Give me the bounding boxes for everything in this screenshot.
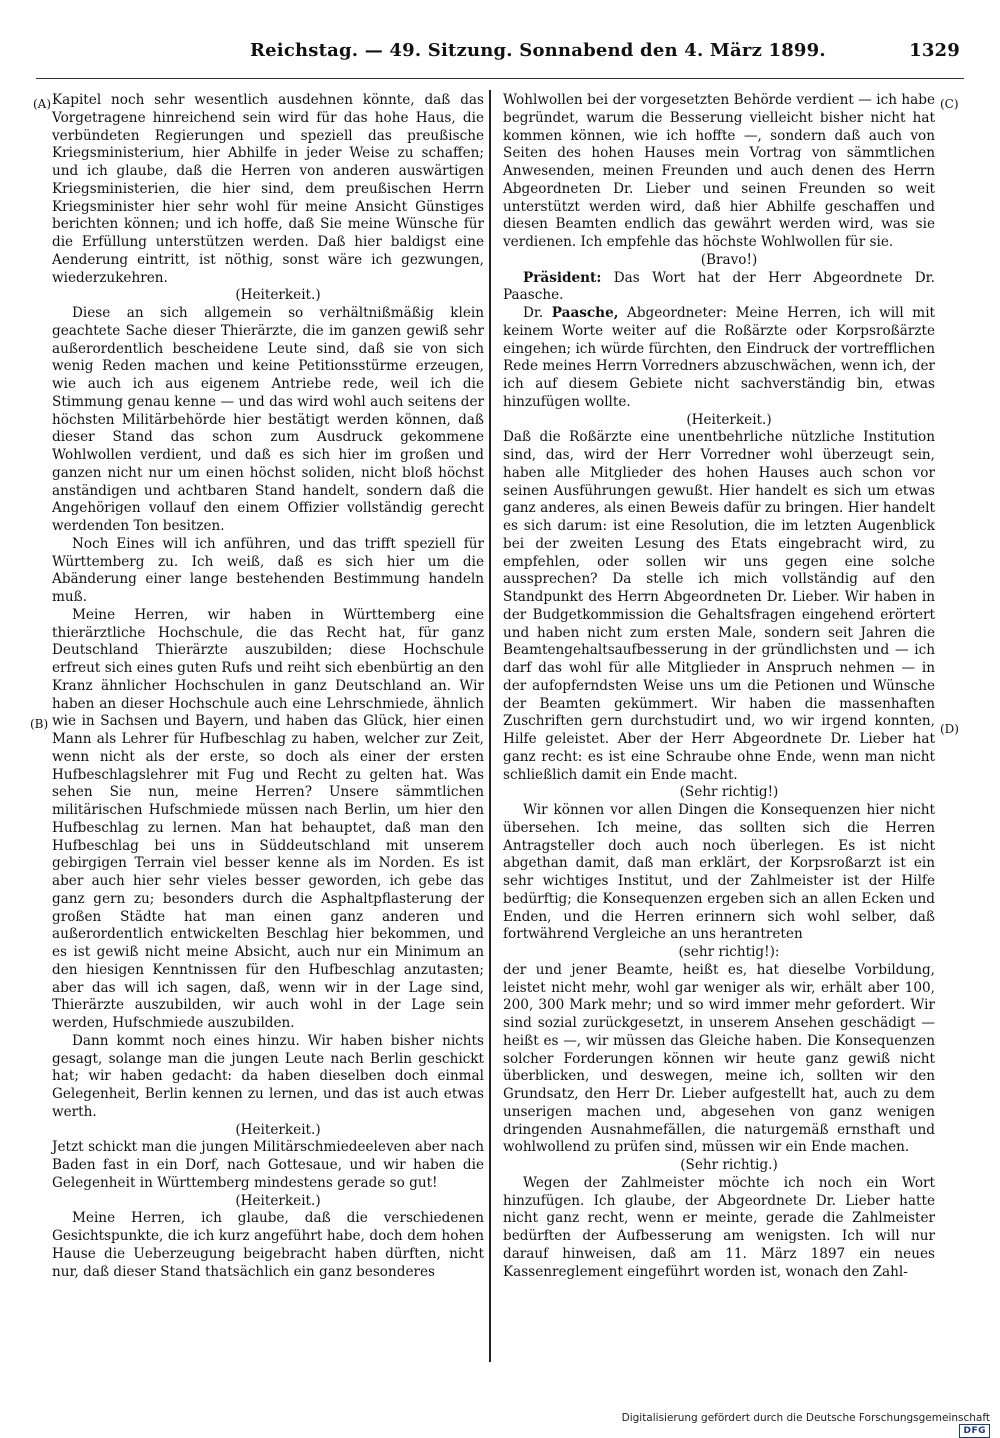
margin-marker-c: (C) [940, 97, 959, 111]
interjection-sehr-richtig-3: (Sehr richtig.) [680, 1157, 778, 1173]
paasche-text: Abgeordneter: Meine Herren, ich will mit keinem Worte weiter auf die Roßärzte oder Korpsroßärzte eingehen; ich würde fürchten, den Eindruck der vortrefflichen Rede meines Herrn Vorredners abzuschwächen, wenn ich, der ich auf diesem Gebiete nicht sachverständig bin, etwas hinzufügen wollte. [503, 305, 936, 410]
dfg-logo-icon: DFG [959, 1424, 990, 1438]
right-paragraph-3: Wir können vor allen Dingen die Konsequenzen hier nicht übersehen. Ich meine, das sollten sich die Herren Antragsteller doch auch noch überlegen. Es ist nicht abgethan damit, daß man erklärt, der Korpsroßarzt ist ein sehr wichtiges Institut, und der Zahlmeister ist der Hilfe bedürftig; die Konsequenzen ergeben sich an allen Ecken und Enden, und die Herren erinnern sich wohl selber, daß fortwährend Vergleiche an uns herantreten [503, 802, 935, 943]
right-paragraph-2: Daß die Roßärzte eine unentbehrliche nützliche Institution sind, das, wird der Herr Vorredner wohl überzeugt sein, haben alle Mitglieder des hohen Hauses auch schon vor seinen Ausführungen gewußt. Hier handelt es sich um etwas ganz anderes, als einen Beweis dafür zu bringen. Hier handelt es sich darum: ist eine Resolution, die im letzten Augenblick bei der zweiten Lesung des Etats eingebracht wird, zu empfehlen, oder sollen wir uns gegen eine solche aussprechen? Da stelle ich mich vollständig auf den Standpunkt des Herrn Abgeordneten Dr. Lieber. Wir haben in der Budgetkommission die Gehaltsfragen eingehend erörtert und haben nicht zum ersten Male, sondern seit Jahren die Beamtengehaltsaufbesserung in der gründlichsten und — ich darf das wohl für alle Mitglieder in Anspruch nehmen — in der aufopferndsten Weise uns um die Petionen und Wünsche der Beamten gekümmert. Wir haben die massenhaften Zuschriften gern durchstudirt und, wo wir irgend konnten, Hilfe geleistet. Aber der Herr Abgeordnete Dr. Lieber hat ganz recht: es ist eine Schraube ohne Ende, wenn man nicht schließlich damit ein Ende macht. [503, 429, 935, 783]
right-column [503, 92, 935, 1281]
interjection-bravo: (Bravo!) [700, 251, 758, 268]
left-paragraph-1: Kapitel noch sehr wesentlich ausdehnen könnte, daß das Vorgetragene hinreichend sein wird für das hohe Haus, die verbündeten Regierungen und speziell das preußische Kriegsministerium, hier Abhilfe in jeder Weise zu schaffen; und ich glaube, daß die Herren von anderen auswärtigen Kriegsministerien, die hier sind, dem preußischen Herrn Kriegsminister hier sehr wohl für meine Ansicht Günstiges berichten können; und ich hoffe, daß Sie meine Wünsche für die Erfüllung unterstützen werden. Daß hier baldigst eine Aenderung eintritt, ist nöthig, sonst wäre ich gezwungen, wiederzukehren. [52, 92, 484, 286]
left-paragraph-7: Meine Herren, ich glaube, daß die verschiedenen Gesichtspunkte, die ich kurz angeführt habe, doch dem hohen Hause die Ueberzeugung beigebracht haben dürften, nicht nur, daß dieser Stand thatsächlich ein ganz besonderes [52, 1210, 484, 1280]
interjection-heiterkeit-1: (Heiterkeit.) [235, 287, 321, 304]
interjection-heiterkeit-4: (Heiterkeit.) [686, 411, 772, 428]
left-paragraph-4: Meine Herren, wir haben in Württemberg eine thierärztliche Hochschule, die das Recht hat, für ganz Deutschland Thierärzte auszubilden; diese Hochschule erfreut sich eines guten Rufs und reiht sich ebenbürtig an den Kranz ähnlicher Hochschulen in ganz Deutschland an. Wir haben an dieser Hochschule auch eine Lehrschmiede, ähnlich wie in Sachsen und Bayern, und haben das Glück, hier einen Mann als Lehrer für Hufbeschlag zu haben, welcher zur Zeit, wenn nicht als der erste, so doch als einer der ersten Hufbeschlagslehrer mit Fug und Recht zu gelten hat. Was sehen Sie nun, meine Herren? Unsere sämmtlichen militärischen Hufschmiede müssen nach Berlin, um hier den Hufbeschlag zu lernen. Man hat behauptet, daß man den Hufbeschlag bei uns in Süddeutschland mit unserem gebirgigen Terrain viel besser kenne als im Norden. Es ist aber auch hier sehr vieles besser geworden, ich gebe das ganz gern zu; besonders durch die Asphaltpflasterung der großen Städte hat man einen ganz anderen und außerordentlich entwickelten Beschlag hier bekommen, und es ist gewiß nicht meine Absicht, auch nur ein Minimum an den hiesigen Kenntnissen für den Hufbeschlag anzutasten; aber das will ich sagen, daß, wenn wir in der Lage sind, Thierärzte auszubilden, wir auch wohl in der Lage sein werden, Hufschmiede auszubilden. [52, 606, 484, 1031]
header-title: Reichstag. — 49. Sitzung. Sonnabend den 4. März 1899. [250, 40, 826, 61]
interjection-sehr-richtig-1: (Sehr richtig!) [679, 784, 779, 801]
footer-text: Digitalisierung gefördert durch die Deutsche Forschungsgemeinschaft [621, 1412, 990, 1424]
margin-marker-b: (B) [30, 717, 49, 731]
digitization-footer [620, 1412, 990, 1436]
interjection-heiterkeit-2: (Heiterkeit.) [235, 1121, 321, 1138]
interjection-heiterkeit-3: (Heiterkeit.) [235, 1192, 321, 1209]
margin-marker-a: (A) [33, 97, 52, 111]
page-header [240, 40, 960, 70]
paasche-title: Dr. [523, 305, 552, 321]
president-statement [503, 270, 935, 306]
margin-marker-d: (D) [940, 722, 959, 736]
left-column [52, 92, 484, 1281]
right-paragraph-1: Wohlwollen bei der vorgesetzten Behörde verdient — ich habe begründet, warum die Besserung vielleicht bisher nicht hat kommen können, wie ich hoffte —, sondern daß auch von Seiten des hohen Hauses mein Vortrag von sämmtlichen Anwesenden, meinen Freunden und auch denen des Herrn Abgeordneten Dr. Lieber und seinen Freunden so weit unterstützt werden wird, daß hier Abhilfe geschaffen und diesen Beamten endlich das gewährt werden wird, was sie verdienen. Ich empfehle das höchste Wohlwollen für sie. [503, 92, 935, 250]
paasche-statement [503, 305, 935, 412]
header-rule [36, 78, 964, 79]
left-paragraph-6: Jetzt schickt man die jungen Militärschmiedeeleven aber nach Baden fast in ein Dorf, nach Gottesaue, und wir haben die Gelegenheit in Württemberg mindestens gerade so gut! [52, 1139, 484, 1191]
column-divider [489, 90, 491, 1362]
right-paragraph-5: Wegen der Zahlmeister möchte ich noch ein Wort hinzufügen. Ich glaube, der Abgeordnete Dr. Lieber hatte nicht ganz recht, wenn er meinte, gerade die Zahlmeister bedürften der Aufbesserung am wenigsten. Ich will nur darauf hinweisen, daß am 11. März 1897 ein neues Kassenreglement eingeführt worden ist, wonach den Zahl- [503, 1174, 935, 1280]
speaker-president: Präsident: [523, 269, 602, 286]
page-number: 1329 [909, 40, 960, 61]
president-text: Das Wort hat der Herr Abgeordnete Dr. Paasche. [503, 269, 935, 304]
interjection-sehr-richtig-2: (sehr richtig!): [678, 944, 780, 960]
left-paragraph-2: Diese an sich allgemein so verhältnißmäßig klein geachtete Sache dieser Thierärzte, die im ganzen gewiß sehr außerordentlich bescheidene Leute sind, daß sie von sich wenig Reden machen und keine Petitionsstürme erzeugen, wie auch ich aus eigenem Antriebe rede, weil ich die Stimmung genau kenne — und das wird wohl auch seitens der höchsten Militärbehörde hier bestätigt werden können, daß dieser Stand das schon zum Ausdruck gekommene Wohlwollen verdient, und daß es sich hier im großen und ganzen nicht nur um einen höchst soliden, nicht bloß höchst anständigen und achtbaren Stand handelt, sondern daß die Angehörigen vollauf den einem Offizier vollständig gerecht werdenden Ton besitzen. [52, 305, 484, 534]
speaker-paasche: Paasche, [551, 305, 619, 321]
left-paragraph-5: Dann kommt noch eines hinzu. Wir haben bisher nichts gesagt, solange man die jungen Leute nach Berlin geschickt hat; wir haben gedacht: da haben dieselben doch einmal Gelegenheit, Berlin kennen zu lernen, und das ist auch etwas werth. [52, 1032, 484, 1120]
right-paragraph-4: der und jener Beamte, heißt es, hat dieselbe Vorbildung, leistet nicht mehr, wohl gar weniger als wir, erhält aber 100, 200, 300 Mark mehr; und so wird immer mehr gefordert. Wir sind sozial zurückgesetzt, in unserem Ansehen geschädigt — heißt es —, wir müssen das Gleiche haben. Die Konsequenzen solcher Forderungen können wir heute ganz gewiß nicht überblicken, und deswegen, meine ich, sollten wir den Grundsatz, den Herr Dr. Lieber aufgestellt hat, auch zu dem unserigen machen und, abgesehen von ganz wenigen dringenden Ausnahmefällen, die naturgemäß ernsthaft und wohlwollend zu prüfen sind, müssen wir ein Ende machen. [503, 961, 935, 1156]
left-paragraph-3: Noch Eines will ich anführen, und das trifft speziell für Württemberg zu. Ich weiß, daß es sich hier um die Abänderung einer lange bestehenden Bestimmung handeln muß. [52, 535, 484, 605]
